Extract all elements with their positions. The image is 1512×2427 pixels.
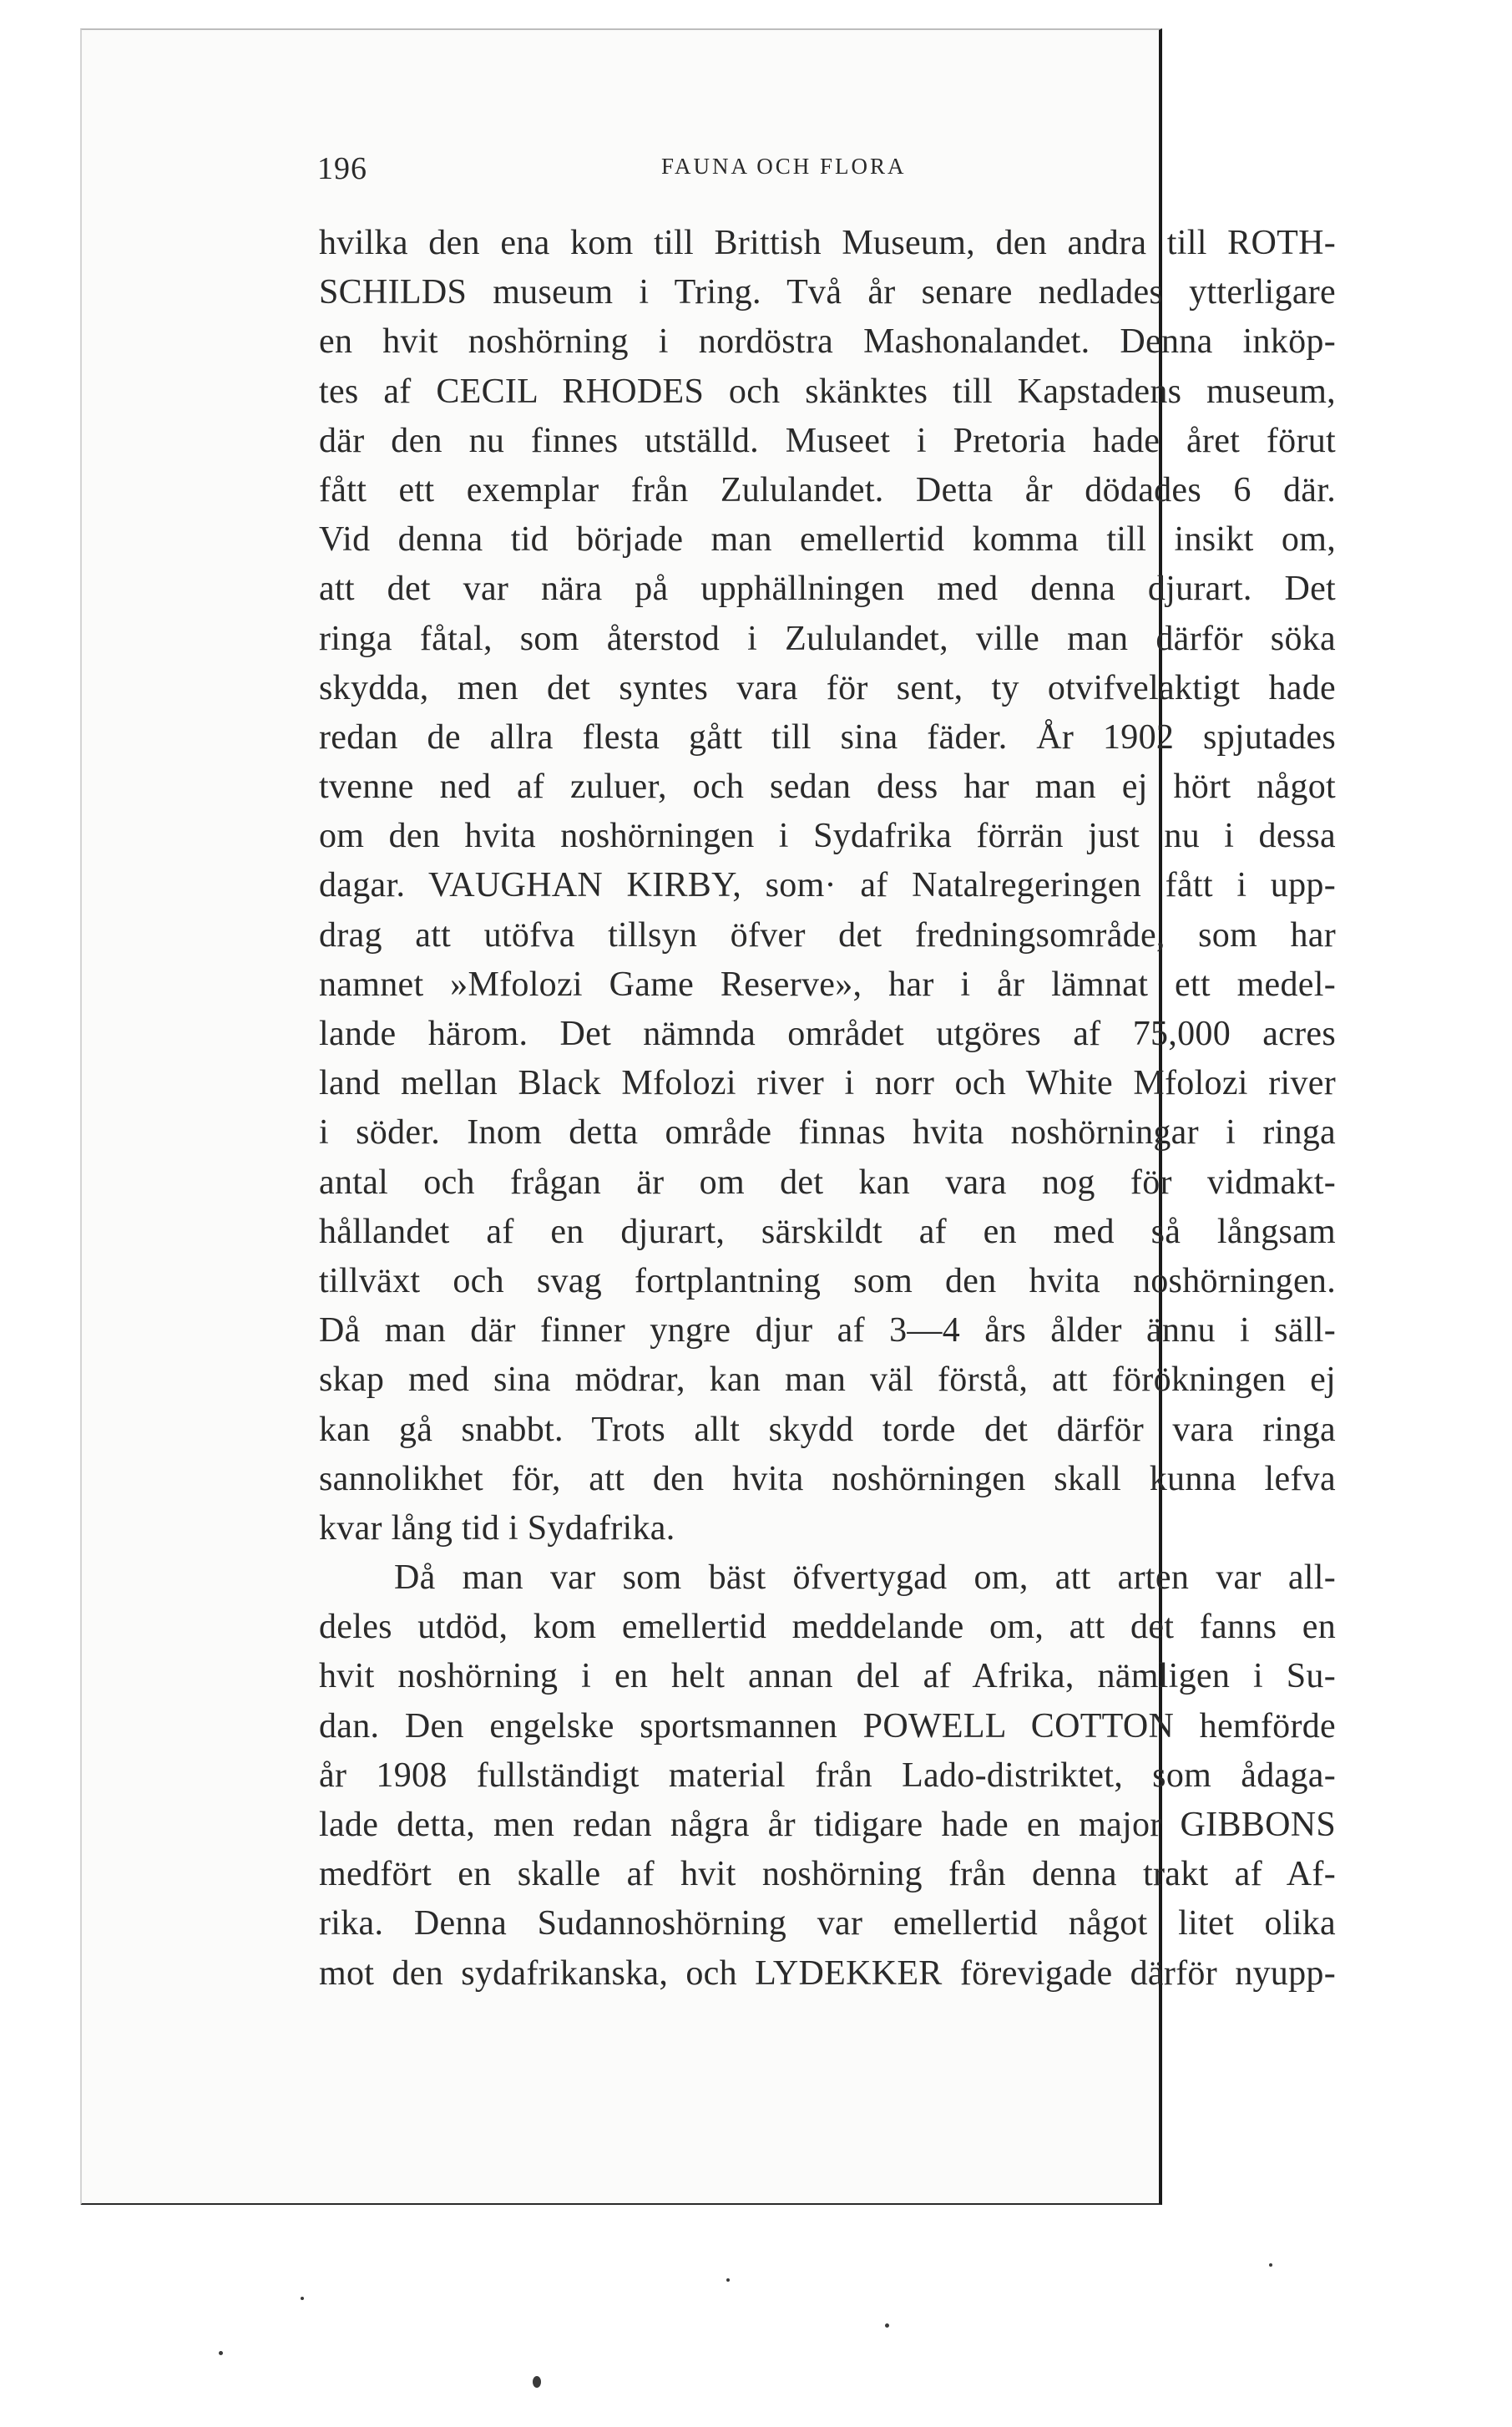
scan-speck: [219, 2351, 223, 2355]
scanner-margin: [0, 2205, 1512, 2427]
text-line: en hvit noshörning i nordöstra Mashonalandet. Denna inköp-: [319, 322, 1336, 362]
body-text: [319, 219, 1336, 1999]
text-line: rika. Denna Sudannoshörning var emellertid något litet olika: [319, 1904, 1336, 1943]
text-line: redan de allra flesta gått till sina fäder. År 1902 spjutades: [319, 717, 1336, 757]
text-line: sannolikhet för, att den hvita noshörningen skall kunna lefva: [319, 1459, 1336, 1498]
scan-speck: [1269, 2263, 1272, 2267]
text-line: Då man var som bäst öfvertygad om, att arten var all-: [394, 1558, 1336, 1598]
text-line: land mellan Black Mfolozi river i norr och White Mfolozi river: [319, 1064, 1336, 1103]
text-line: dagar. VAUGHAN KIRBY, som· af Natalregeringen fått i upp-: [319, 866, 1336, 905]
text-line: skydda, men det syntes vara för sent, ty otvifvelaktigt hade: [319, 668, 1336, 707]
text-line: hållandet af en djurart, särskildt af en med så långsam: [319, 1212, 1336, 1251]
scan-speck: [726, 2278, 730, 2282]
running-head: [317, 150, 1186, 192]
scan-speck: [533, 2376, 541, 2388]
text-line: där den nu finnes utställd. Museet i Pretoria hade året förut: [319, 421, 1336, 460]
text-line: att det var nära på upphällningen med denna djurart. Det: [319, 570, 1336, 609]
text-line: namnet »Mfolozi Game Reserve», har i år lämnat ett medel-: [319, 965, 1336, 1004]
text-line: lande härom. Det nämnda området utgöres af 75,000 acres: [319, 1015, 1336, 1053]
text-line: hvit noshörning i en helt annan del af Afrika, nämligen i Su-: [319, 1657, 1336, 1696]
scan-speck: [885, 2323, 889, 2328]
paragraph-1: [319, 219, 1336, 1553]
text-line: kan gå snabbt. Trots allt skydd torde det därför vara ringa: [319, 1410, 1336, 1449]
text-line: mot den sydafrikanska, och LYDEKKER förevigade därför nyupp-: [319, 1953, 1336, 1993]
text-line: lade detta, men redan några år tidigare hade en major GIBBONS: [319, 1806, 1336, 1844]
text-line: SCHILDS museum i Tring. Två år senare nedlades ytterligare: [319, 273, 1336, 312]
scan-speck: [301, 2297, 304, 2300]
text-line: drag att utöfva tillsyn öfver det fredningsområde, som har: [319, 915, 1336, 955]
text-line: om den hvita noshörningen i Sydafrika förrän just nu i dessa: [319, 817, 1336, 856]
text-line: dan. Den engelske sportsmannen POWELL COTTON hemförde: [319, 1706, 1336, 1746]
text-line: tes af CECIL RHODES och skänktes till Kapstadens museum,: [319, 372, 1336, 411]
text-line: fått ett exemplar från Zululandet. Detta år dödades 6 där.: [319, 470, 1336, 509]
text-line: år 1908 fullständigt material från Lado-distriktet, som ådaga-: [319, 1756, 1336, 1795]
text-line: tillväxt och svag fortplantning som den hvita noshörningen.: [319, 1261, 1336, 1300]
text-line: skap med sina mödrar, kan man väl förstå, att förökningen ej: [319, 1360, 1336, 1400]
page-number: 196: [317, 151, 367, 186]
text-line: antal och frågan är om det kan vara nog för vidmakt-: [319, 1163, 1336, 1202]
paragraph-2: [319, 1553, 1336, 1999]
text-line: kvar lång tid i Sydafrika.: [319, 1508, 675, 1548]
text-line: hvilka den ena kom till Brittish Museum, den andra till ROTH-: [319, 224, 1336, 262]
text-line: i söder. Inom detta område finnas hvita noshörningar i ringa: [319, 1113, 1336, 1153]
text-line: medfört en skalle af hvit noshörning från denna trakt af Af-: [319, 1855, 1336, 1894]
text-line: tvenne ned af zuluer, och sedan dess har man ej hört något: [319, 768, 1336, 807]
running-title: FAUNA OCH FLORA: [661, 154, 907, 179]
text-line: Då man där finner yngre djur af 3—4 års ålder ännu i säll-: [319, 1311, 1336, 1350]
text-line: Vid denna tid började man emellertid komma till insikt om,: [319, 520, 1336, 560]
text-line: ringa fåtal, som återstod i Zululandet, ville man därför söka: [319, 619, 1336, 658]
text-line: deles utdöd, kom emellertid meddelande om, att det fanns en: [319, 1608, 1336, 1647]
